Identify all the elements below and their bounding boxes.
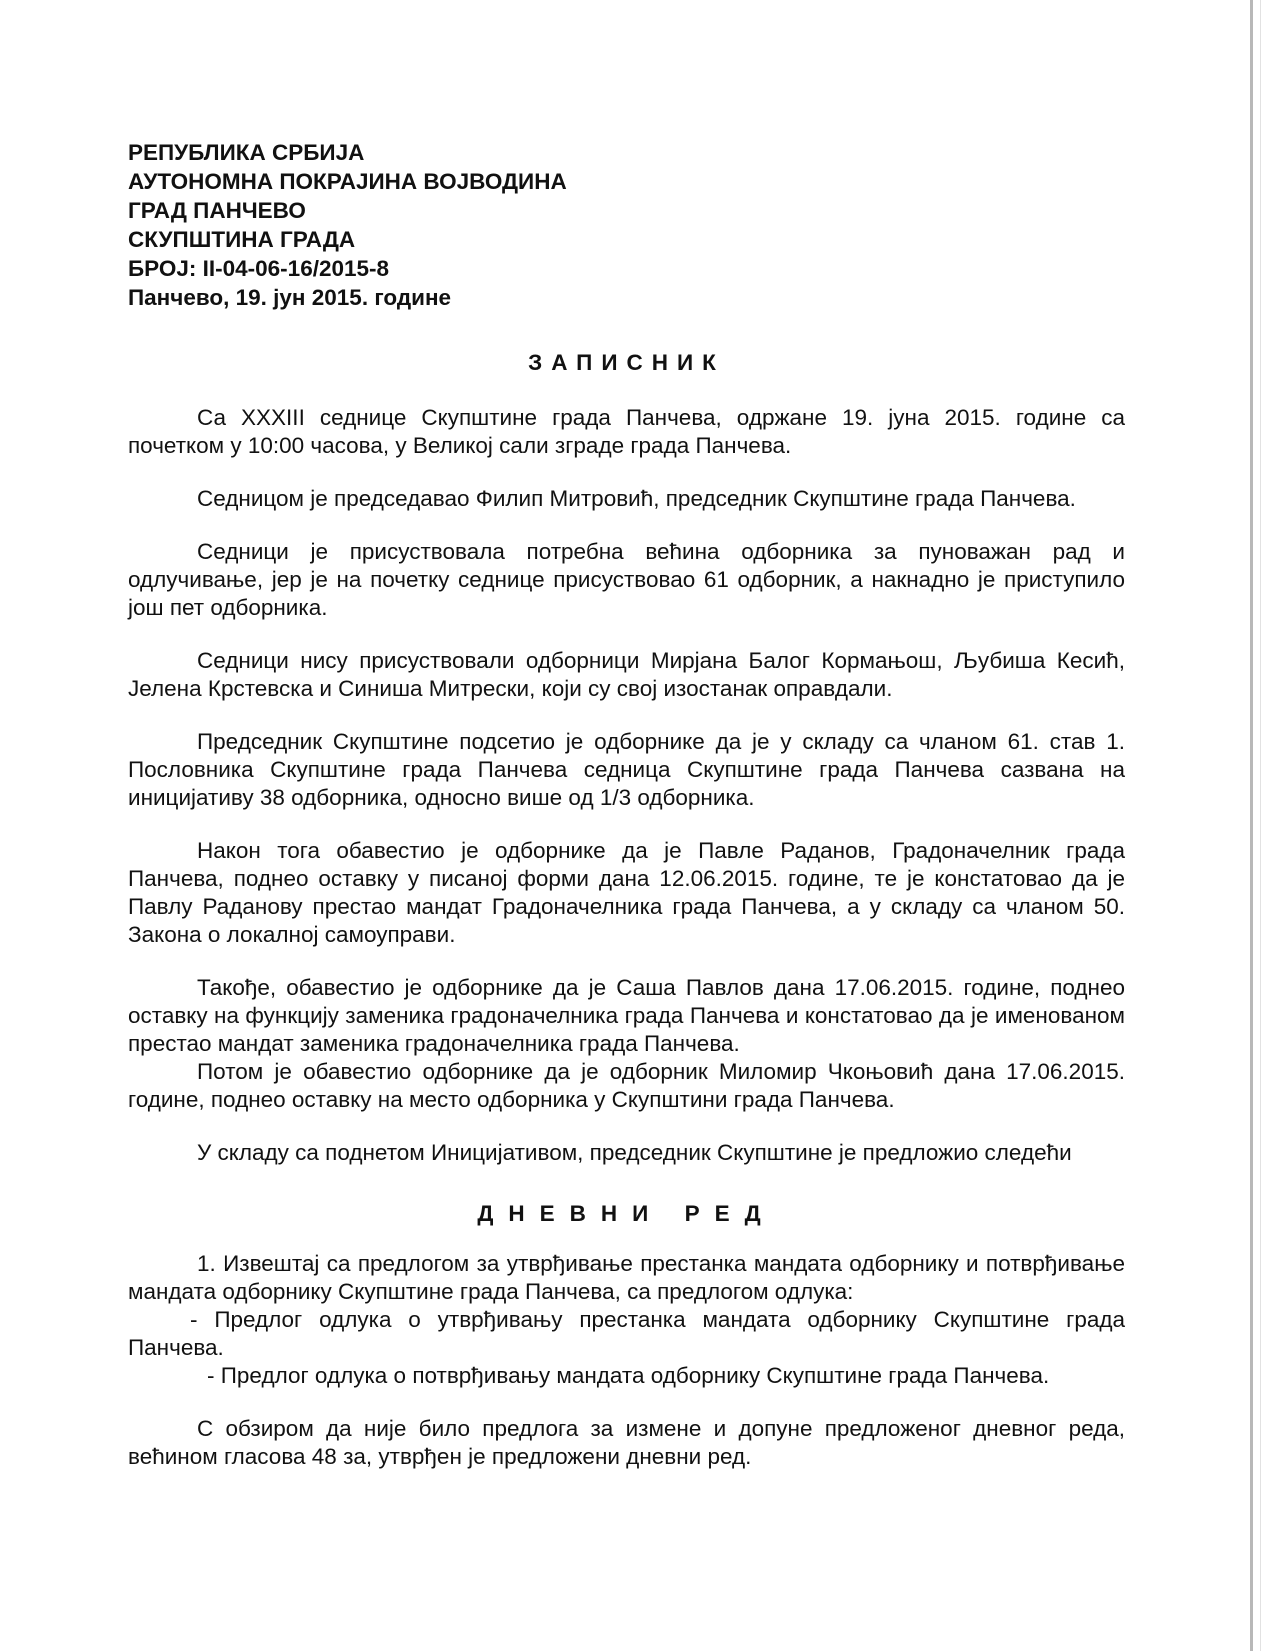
header-province: АУТОНОМНА ПОКРАЈИНА ВОЈВОДИНА	[128, 169, 567, 194]
paragraph-initiative: Председник Скупштине подсетио је одборнике да је у складу са чланом 61. став 1. Пословника Скупштине града Панчева седница Скупштине града Панчева сазвана на иницијативу 38 одборника, односно више од 1/3 одборника.	[128, 729, 1125, 810]
header-country: РЕПУБЛИКА СРБИЈА	[128, 140, 365, 165]
header-date: Панчево, 19. јун 2015. године	[128, 285, 452, 310]
header-city: ГРАД ПАНЧЕВО	[128, 198, 306, 223]
paragraph-session-info: Са XXXIII седнице Скупштине града Панчева, одржане 19. јуна 2015. године са почетком у 10:00 часова, у Великој сали зграде града Панчева.	[128, 405, 1125, 458]
document-header	[128, 138, 1125, 312]
paragraph-agenda-adopted: С обзиром да није било предлога за измене и допуне предложеног дневног реда, већином гласова 48 за, утврђен је предложени дневни ред.	[128, 1416, 1125, 1469]
agenda-title: ДНЕВНИ РЕД	[477, 1201, 776, 1226]
paragraph-absent: Седници нису присуствовали одборници Мирјана Балог Кормањош, Љубиша Кесић, Јелена Крстевска и Синиша Митрески, који су свој изостанак оправдали.	[128, 648, 1125, 701]
document-title: ЗАПИСНИК	[528, 350, 725, 375]
scan-edge-thin	[1260, 0, 1261, 1651]
paragraph-proposal: У складу са поднетом Иницијативом, председник Скупштине је предложио следећи	[197, 1140, 1072, 1165]
header-number: БРОЈ: II-04-06-16/2015-8	[128, 256, 390, 281]
paragraph-councilor-resignation: Потом је обавестио одборнике да је одборник Миломир Чкоњовић дана 17.06.2015. године, поднео оставку на место одборника у Скупштини града Панчева.	[128, 1059, 1125, 1112]
agenda-item-1a: - Предлог одлука о утврђивању престанка мандата одборнику Скупштине града Панчева.	[128, 1307, 1125, 1360]
agenda-item-1b: - Предлог одлука о потврђивању мандата одборнику Скупштине града Панчева.	[207, 1363, 1050, 1388]
paragraph-mayor-resignation: Након тога обавестио је одборнике да је Павле Раданов, Градоначелник града Панчева, поднео оставку у писаној форми дана 12.06.2015. године, те је констатовао да је Павлу Раданову престао мандат Градоначелника града Панчева, а у складу са чланом 50. Закона о локалној самоуправи.	[128, 838, 1125, 947]
document-page	[128, 138, 1125, 1471]
header-assembly: СКУПШТИНА ГРАДА	[128, 227, 356, 252]
scan-edge	[1250, 0, 1253, 1651]
agenda-item-1: 1. Извештај са предлогом за утврђивање престанка мандата одборнику и потврђивање мандата одборнику Скупштине града Панчева, са предлогом одлука:	[128, 1251, 1125, 1304]
paragraph-deputy-resignation: Такође, обавестио је одборнике да је Саша Павлов дана 17.06.2015. године, поднео оставку на функцију заменика градоначелника града Панчева и констатовао да је именованом престао мандат заменика градоначелника града Панчева.	[128, 975, 1125, 1056]
paragraph-chair: Седницом је председавао Филип Митровић, председник Скупштине града Панчева.	[197, 486, 1076, 511]
paragraph-quorum: Седници је присуствовала потребна већина одборника за пуноважан рад и одлучивање, јер је на почетку седнице присуствовао 61 одборник, а накнадно је приступило још пет одборника.	[128, 539, 1125, 620]
